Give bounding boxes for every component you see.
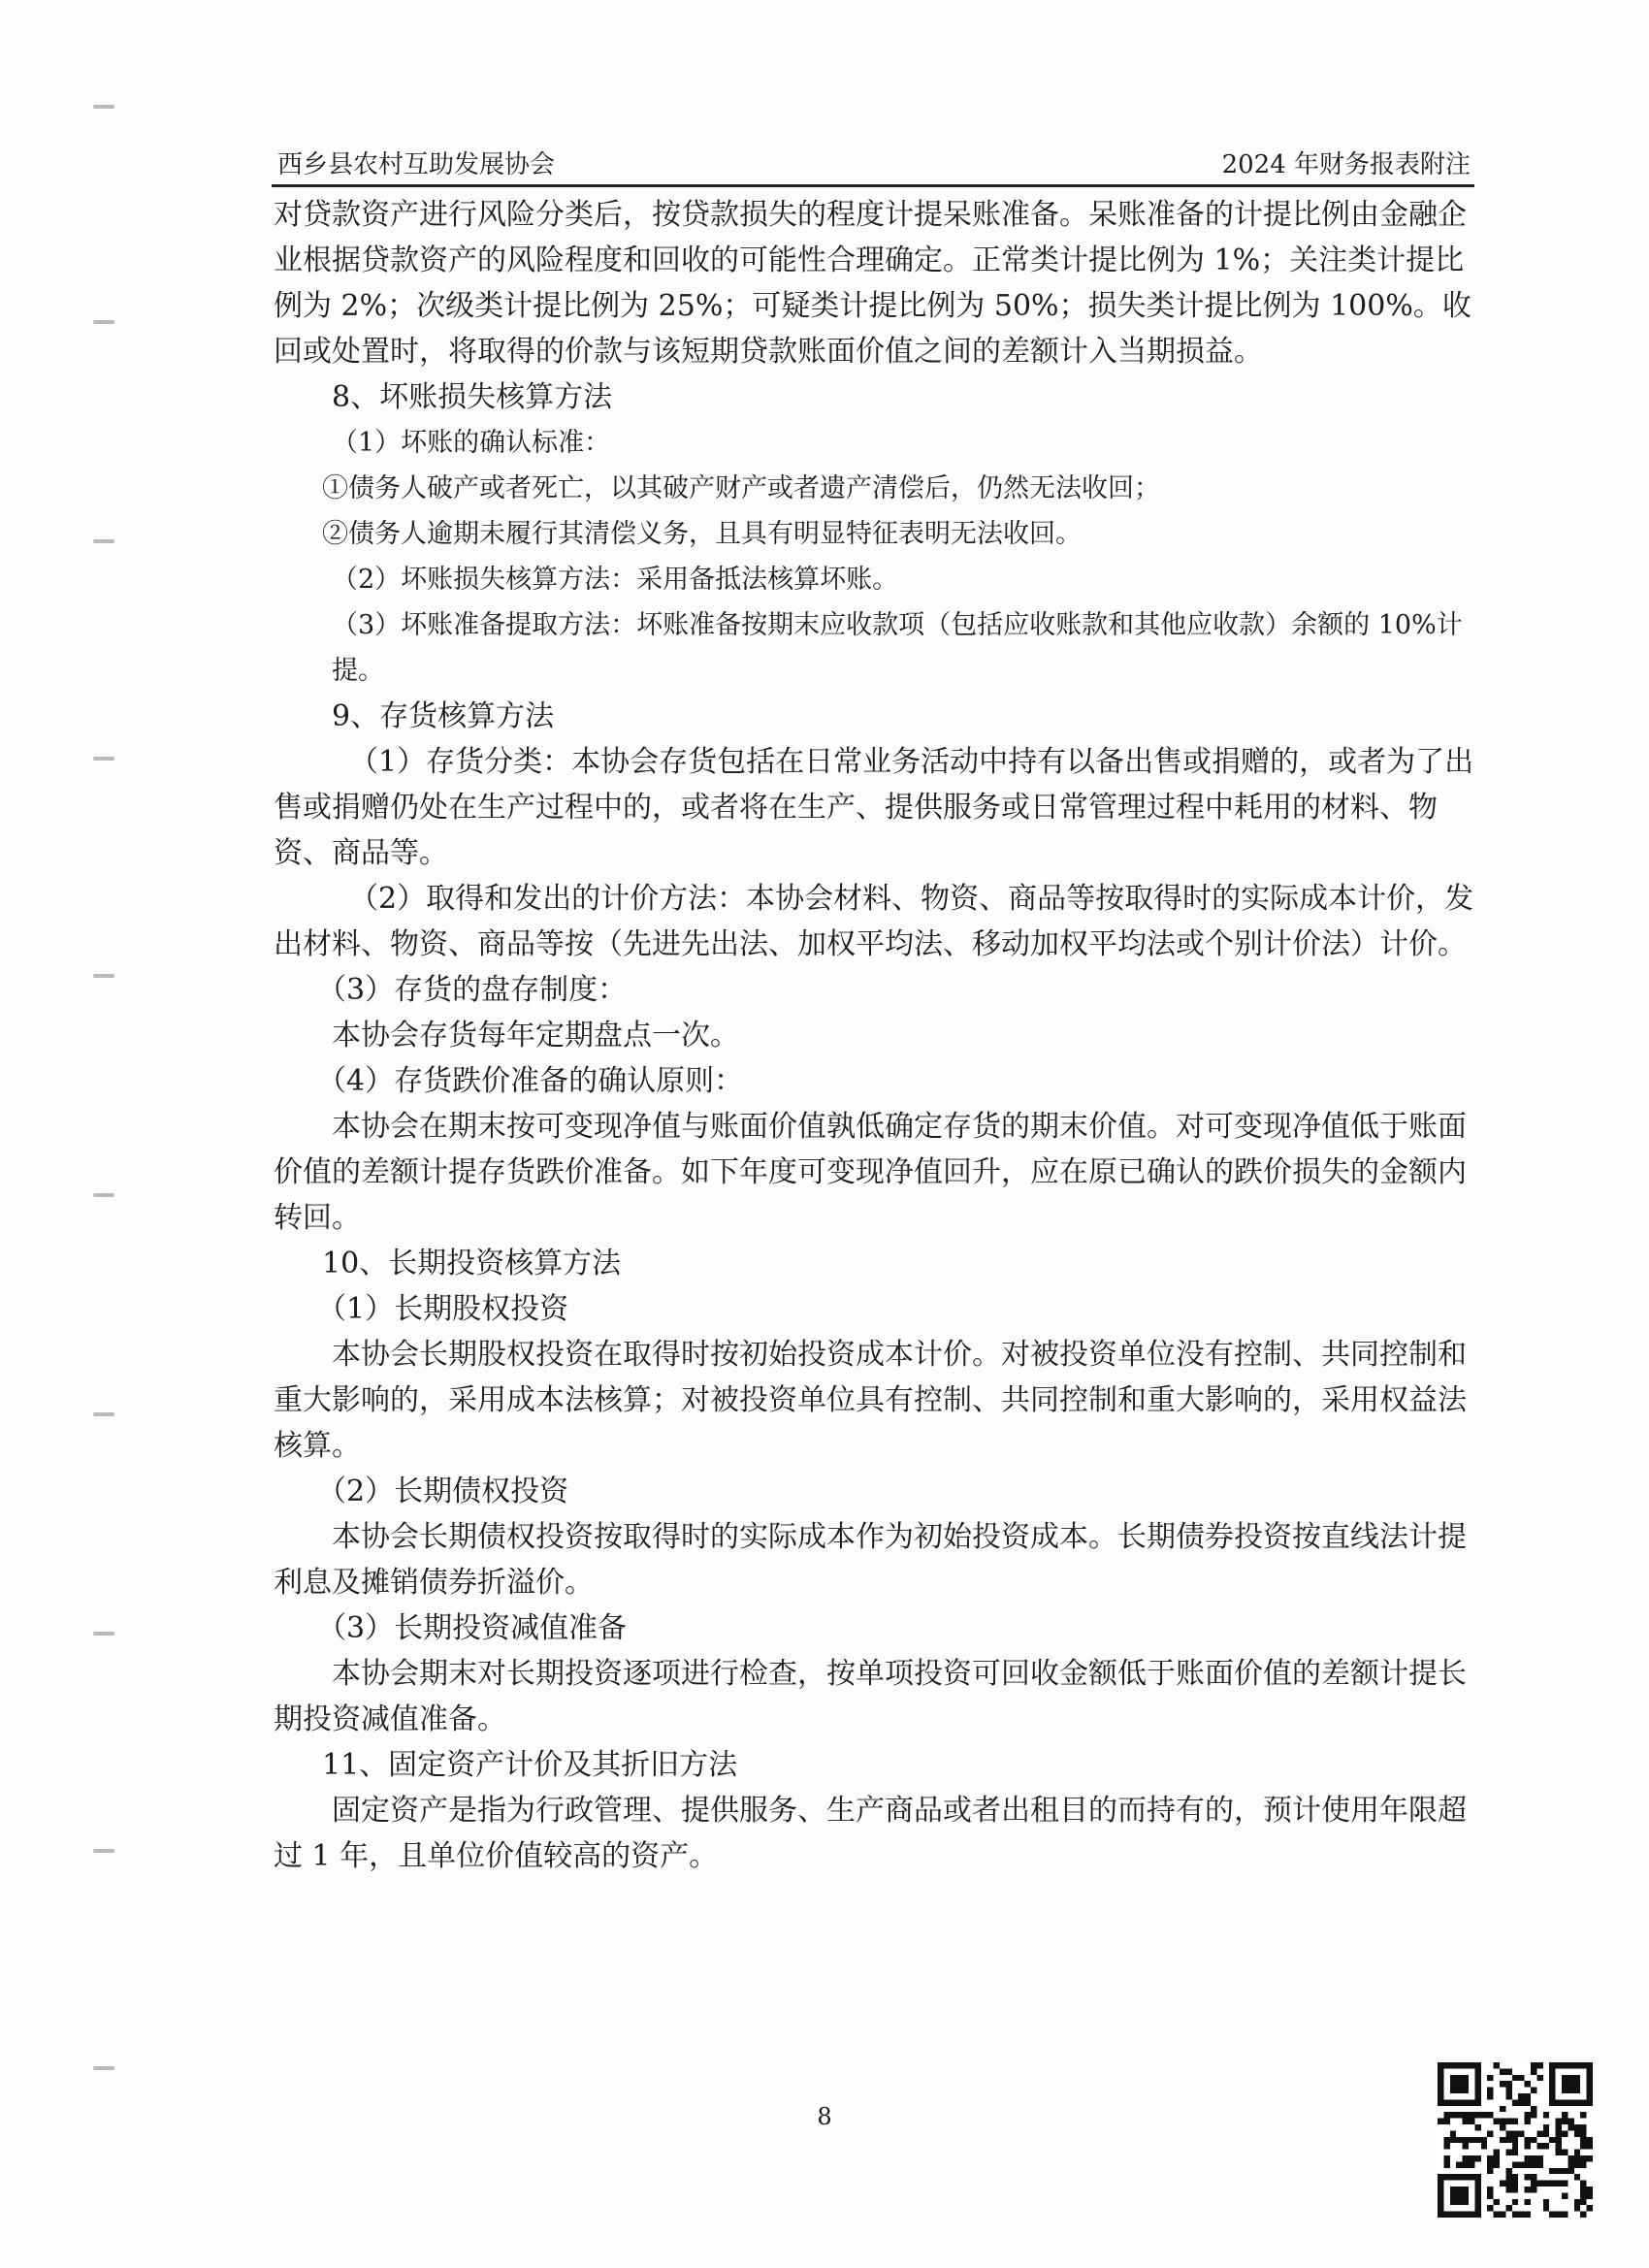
- binding-mark: [93, 1193, 114, 1197]
- header-report-title: 2024 年财务报表附注: [1221, 150, 1471, 179]
- section-heading-bad-debt: 8、坏账损失核算方法: [332, 380, 613, 414]
- paragraph-equity-investment: 本协会长期股权投资在取得时按初始投资成本计价。对被投资单位没有控制、共同控制和重大影响的，采用成本法核算；对被投资单位具有控制、共同控制和重大影响的，采用权益法核算。: [274, 1338, 1467, 1463]
- qr-code-icon: [1438, 2062, 1593, 2218]
- section-heading-fixed-assets: 11、固定资产计价及其折旧方法: [322, 1748, 738, 1782]
- paragraph-impairment-detail: 本协会在期末按可变现净值与账面价值孰低确定存货的期末价值。对可变现净值低于账面价值的差额计提存货跌价准备。如下年度可变现净值回升，应在原已确认的跌价损失的金额内转回。: [274, 1110, 1467, 1235]
- list-item-overdue: ②债务人逾期未履行其清偿义务，且具有明显特征表明无法收回。: [322, 519, 1082, 549]
- subheading-equity-investment: （1）长期股权投资: [317, 1292, 569, 1326]
- paragraph-loan-provision: 对贷款资产进行风险分类后，按贷款损失的程度计提呆账准备。呆账准备的计提比例由金融企业根据贷款资产的风险程度和回收的可能性合理确定。正常类计提比例为 1%；关注类计提比例为 2%；次级类计提比例为 25%；可疑类计提比例为 50%；损失类计提比例为 100%。收回或处置时，将取得的价款与该短期贷款账面价值之间的差额计入当期损益。: [274, 198, 1471, 369]
- section-heading-long-term-investment: 10、长期投资核算方法: [322, 1247, 622, 1280]
- paragraph-inventory-impairment: （4）存货跌价准备的确认原则：: [317, 1064, 744, 1098]
- list-item-bankruptcy: ①债务人破产或者死亡，以其破产财产或者遗产清偿后，仍然无法收回；: [322, 473, 1160, 503]
- paragraph-fixed-assets: 固定资产是指为行政管理、提供服务、生产商品或者出租目的而持有的，预计使用年限超过 1 年，且单位价值较高的资产。: [274, 1794, 1467, 1873]
- binding-mark: [93, 2066, 114, 2070]
- paragraph-investment-impairment: 本协会期末对长期投资逐项进行检查，按单项投资可回收金额低于账面价值的差额计提长期投资减值准备。: [274, 1657, 1467, 1736]
- binding-mark: [93, 320, 114, 324]
- binding-mark: [93, 757, 114, 761]
- header-organization: 西乡县农村互助发展协会: [277, 150, 556, 179]
- binding-mark: [93, 105, 114, 109]
- paragraph-allowance-rate: （3）坏账准备提取方法：坏账准备按期末应收款项（包括应收账款和其他应收款）余额的 10%计提。: [332, 610, 1463, 686]
- page-header: [272, 146, 1474, 184]
- binding-mark: [93, 539, 114, 543]
- paragraph-inventory-count: 本协会存货每年定期盘点一次。: [332, 1019, 739, 1053]
- section-heading-inventory: 9、存货核算方法: [332, 699, 555, 733]
- paragraph-debt-investment: 本协会长期债权投资按取得时的实际成本作为初始投资成本。长期债券投资按直线法计提利息及摊销债券折溢价。: [274, 1520, 1467, 1600]
- paragraph-inventory-classification: （1）存货分类：本协会存货包括在日常业务活动中持有以备出售或捐赠的，或者为了出售或捐赠仍处在生产过程中的，或者将在生产、提供服务或日常管理过程中耗用的材料、物资、商品等。: [274, 745, 1474, 870]
- binding-mark: [93, 1632, 114, 1636]
- binding-mark: [93, 974, 114, 978]
- subheading-debt-investment: （2）长期债权投资: [317, 1474, 569, 1508]
- header-divider: [272, 184, 1474, 187]
- paragraph-allowance-method: （2）坏账损失核算方法：采用备抵法核算坏账。: [332, 565, 899, 595]
- paragraph-inventory-valuation: （2）取得和发出的计价方法：本协会材料、物资、商品等按取得时的实际成本计价，发出材料、物资、商品等按（先进先出法、加权平均法、移动加权平均法或个别计价法）计价。: [274, 882, 1474, 961]
- page-number: 8: [817, 2103, 832, 2130]
- binding-mark: [93, 1412, 114, 1416]
- paragraph-inventory-system: （3）存货的盘存制度：: [317, 973, 628, 1007]
- subheading-investment-impairment: （3）长期投资减值准备: [317, 1611, 628, 1645]
- paragraph-bad-debt-criteria: （1）坏账的确认标准：: [332, 428, 611, 458]
- binding-mark: [93, 1849, 114, 1853]
- document-body: [274, 192, 1476, 1879]
